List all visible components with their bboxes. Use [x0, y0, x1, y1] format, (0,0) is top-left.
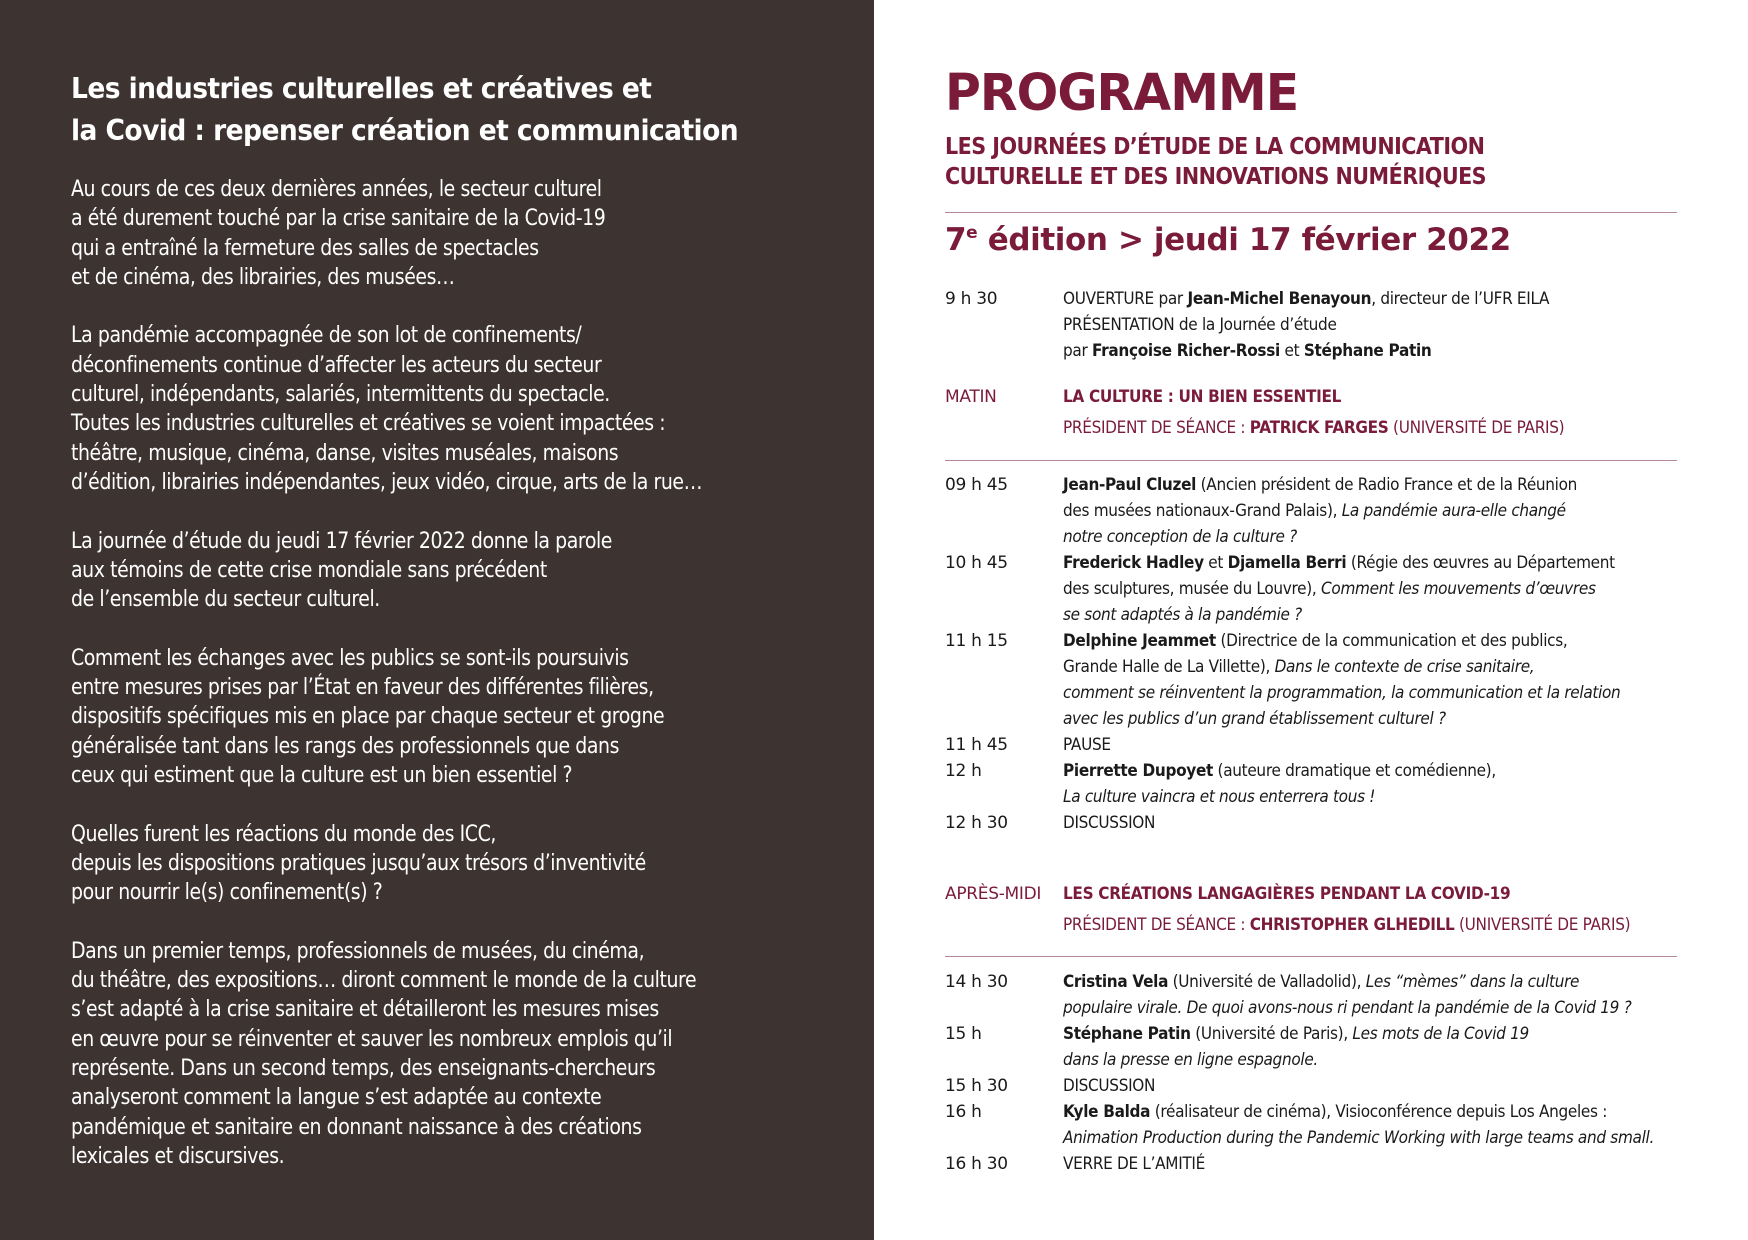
speaker-name: Jean-Michel Benayoun [1187, 289, 1372, 309]
programme-title: PROGRAMME [945, 64, 1299, 123]
text-line: d’édition, librairies indépendantes, jeux vidéo, cirque, arts de la rue… [71, 469, 703, 495]
talk-title: Comment les mouvements d’œuvres [1321, 579, 1596, 599]
talk-title: Les “mèmes” dans la culture [1365, 972, 1580, 992]
text-line: Dans un premier temps, professionnels de musées, du cinéma, [71, 938, 645, 964]
speaker-name: Stéphane Patin [1303, 341, 1432, 361]
talk-title: Dans le contexte de crise sanitaire, [1274, 657, 1535, 677]
text: OUVERTURE par [1063, 289, 1188, 309]
text-line: Quelles furent les réactions du monde des ICC, [71, 821, 496, 847]
text-line: du théâtre, des expositions… diront comment le monde de la culture [71, 968, 697, 994]
section-label: APRÈS-MIDI [945, 884, 1042, 904]
speaker-name: Jean-Paul Cluzel [1063, 475, 1197, 495]
text-line: depuis les dispositions pratiques jusqu’aux trésors d’inventivité [71, 850, 646, 876]
schedule-time: 9 h 30 [945, 289, 998, 309]
chair-prefix: PRÉSIDENT DE SÉANCE : [1063, 915, 1250, 935]
chair-prefix: PRÉSIDENT DE SÉANCE : [1063, 418, 1250, 438]
chair-name: PATRICK FARGES [1249, 418, 1389, 438]
text-line: La pandémie accompagnée de son lot de confinements/ [71, 323, 582, 349]
schedule-time: 15 h [945, 1024, 982, 1044]
schedule-time: 12 h 30 [945, 813, 1008, 833]
text: des sculptures, musée du Louvre), [1063, 579, 1322, 599]
intro-body [71, 175, 759, 1200]
text-line: a été durement touché par la crise sanitaire de la Covid-19 [71, 206, 606, 232]
text: (Régie des œuvres au Département [1346, 553, 1615, 573]
chair-affiliation: (UNIVERSITÉ DE PARIS) [1454, 915, 1631, 935]
speaker-name: Djamella Berri [1227, 553, 1347, 573]
section-title: LES CRÉATIONS LANGAGIÈRES PENDANT LA COVID-19 [1063, 884, 1511, 904]
text: Grande Halle de La Villette), [1063, 657, 1275, 677]
schedule-label: DISCUSSION [1063, 813, 1156, 833]
divider [945, 460, 1677, 461]
subtitle-line: CULTURELLE ET DES INNOVATIONS NUMÉRIQUES [945, 164, 1487, 190]
text: par [1063, 341, 1092, 361]
talk-title: dans la presse en ligne espagnole. [1063, 1050, 1318, 1070]
text: (Directrice de la communication et des publics, [1215, 631, 1568, 651]
text-line: culturel, indépendants, salariés, intermittents du spectacle. [71, 382, 610, 408]
subtitle-line: LES JOURNÉES D’ÉTUDE DE LA COMMUNICATION [945, 134, 1485, 160]
text-line: pandémique et sanitaire en donnant naissance à des créations [71, 1114, 642, 1140]
divider [945, 956, 1677, 957]
edition-ordinal: e [966, 223, 978, 243]
speaker-name: Stéphane Patin [1063, 1024, 1191, 1044]
text-line: Toutes les industries culturelles et créatives se voient impactées : [71, 411, 666, 437]
text-line: analyseront comment la langue s’est adaptée au contexte [71, 1085, 602, 1111]
text-line: Au cours de ces deux dernières années, le secteur culturel [71, 177, 602, 202]
text-line: de l’ensemble du secteur culturel. [71, 587, 380, 613]
schedule-time: 14 h 30 [945, 972, 1008, 992]
chair-name: CHRISTOPHER GLHEDILL [1249, 915, 1455, 935]
text-line: et de cinéma, des librairies, des musées… [71, 264, 455, 290]
schedule-time: 10 h 45 [945, 553, 1008, 573]
talk-title: Les mots de la Covid 19 [1352, 1024, 1529, 1044]
schedule-time: 11 h 15 [945, 631, 1008, 651]
schedule-label: DISCUSSION [1063, 1076, 1156, 1096]
text: (réalisateur de cinéma), Visioconférence depuis Los Angeles : [1150, 1102, 1608, 1122]
text: PRÉSENTATION de la Journée d’étude [1063, 315, 1337, 335]
text: et [1203, 553, 1228, 573]
talk-title: La culture vaincra et nous enterrera tous ! [1063, 787, 1376, 807]
schedule-content [1063, 286, 1703, 364]
talk-title: Animation Production during the Pandemic Working with large teams and small. [1063, 1128, 1655, 1148]
text-line: généralisée tant dans les rangs des professionnels que dans [71, 733, 620, 759]
talk-title: se sont adaptés à la pandémie ? [1063, 605, 1302, 625]
intro-heading [71, 68, 738, 152]
text-line: Comment les échanges avec les publics se sont-ils poursuivis [71, 645, 629, 671]
talk-title: notre conception de la culture ? [1063, 527, 1297, 547]
text-line: aux témoins de cette crise mondiale sans précédent [71, 557, 547, 583]
talk-title: La pandémie aura-elle changé [1341, 501, 1566, 521]
section-label: MATIN [945, 387, 997, 407]
intro-paragraph [71, 527, 759, 615]
intro-paragraph [71, 644, 759, 790]
intro-heading-line: Les industries culturelles et créatives et [71, 72, 652, 105]
speaker-name: Cristina Vela [1063, 972, 1169, 992]
chair-affiliation: (UNIVERSITÉ DE PARIS) [1388, 418, 1565, 438]
text: des musées nationaux-Grand Palais), [1063, 501, 1342, 521]
text-line: déconfinements continue d’affecter les acteurs du secteur [71, 352, 602, 378]
intro-heading-line: la Covid : repenser création et communication [71, 114, 739, 147]
text: (Ancien président de Radio France et de la Réunion [1196, 475, 1578, 495]
text: , directeur de l’UFR EILA [1371, 289, 1550, 309]
text: (Université de Paris), [1190, 1024, 1353, 1044]
intro-paragraph [71, 321, 759, 497]
text-line: La journée d’étude du jeudi 17 février 2022 donne la parole [71, 528, 613, 554]
schedule-time: 16 h [945, 1102, 982, 1122]
intro-paragraph [71, 937, 759, 1171]
text-line: qui a entraîné la fermeture des salles de spectacles [71, 235, 539, 261]
speaker-name: Delphine Jeammet [1063, 631, 1216, 651]
text-line: lexicales et discursives. [71, 1143, 285, 1169]
intro-paragraph [71, 175, 759, 292]
schedule-time: 12 h [945, 761, 982, 781]
edition-text: édition > jeudi 17 février 2022 [977, 222, 1511, 258]
programme-subtitle [945, 132, 1486, 192]
talk-title: avec les publics d’un grand établissement culturel ? [1063, 709, 1446, 729]
text-line: ceux qui estiment que la culture est un bien essentiel ? [71, 762, 573, 788]
talk-title: comment se réinventent la programmation, la communication et la relation [1063, 683, 1621, 703]
schedule-label: VERRE DE L’AMITIÉ [1063, 1154, 1205, 1174]
speaker-name: Kyle Balda [1063, 1102, 1151, 1122]
talk-title: populaire virale. De quoi avons-nous ri pendant la pandémie de la Covid 19 ? [1063, 998, 1632, 1018]
text: et [1279, 341, 1304, 361]
divider [945, 212, 1677, 213]
text: (auteure dramatique et comédienne), [1213, 761, 1496, 781]
schedule-label: PAUSE [1063, 735, 1111, 755]
edition-number: 7 [945, 222, 967, 258]
speaker-name: Frederick Hadley [1063, 553, 1204, 573]
schedule-time: 16 h 30 [945, 1154, 1008, 1174]
speaker-name: Françoise Richer-Rossi [1091, 341, 1280, 361]
text-line: pour nourrir le(s) confinement(s) ? [71, 880, 383, 906]
text-line: entre mesures prises par l’État en faveur des différentes filières, [71, 675, 654, 701]
text-line: représente. Dans un second temps, des enseignants-chercheurs [71, 1055, 656, 1081]
text: (Université de Valladolid), [1168, 972, 1366, 992]
section-title: LA CULTURE : UN BIEN ESSENTIEL [1063, 387, 1342, 407]
text-line: dispositifs spécifiques mis en place par chaque secteur et grogne [71, 704, 665, 730]
text-line: en œuvre pour se réinventer et sauver les nombreux emplois qu’il [71, 1026, 673, 1052]
intro-paragraph [71, 820, 759, 908]
edition-date [945, 220, 1511, 260]
text-line: s’est adapté à la crise sanitaire et détailleront les mesures mises [71, 997, 659, 1023]
schedule-time: 11 h 45 [945, 735, 1008, 755]
schedule-time: 09 h 45 [945, 475, 1008, 495]
speaker-name: Pierrette Dupoyet [1063, 761, 1214, 781]
schedule-time: 15 h 30 [945, 1076, 1008, 1096]
text-line: théâtre, musique, cinéma, danse, visites muséales, maisons [71, 440, 619, 466]
